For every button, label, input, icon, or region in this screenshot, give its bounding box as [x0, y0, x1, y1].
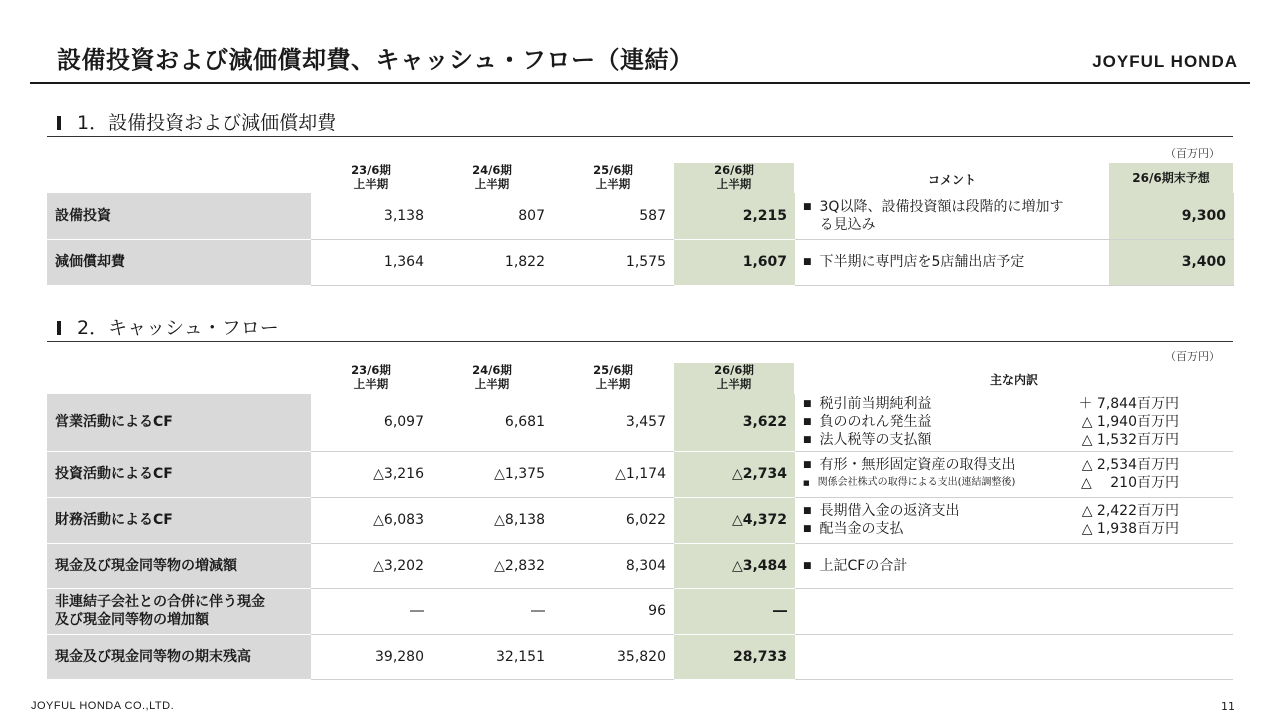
breakdown-text: 関係会社株式の取得による支出(連結調整後) — [817, 477, 1016, 488]
breakdown-value: △ 210百万円 — [1081, 475, 1179, 491]
row-value: ― — [432, 588, 553, 634]
square-bullet-icon: ■ — [803, 560, 812, 571]
breakdown-item — [803, 474, 1233, 492]
s2-breakdown-header: 主な内訳 — [989, 373, 1038, 387]
cashflow-row — [47, 451, 1233, 497]
breakdown-item — [803, 520, 1233, 538]
s2-header-1: 24/6期 上半期 — [472, 363, 512, 391]
s1-header-1: 24/6期 上半期 — [472, 163, 512, 191]
row-value: 35,820 — [553, 634, 674, 679]
section2-title-text: 2．キャッシュ・フロー — [77, 317, 279, 339]
row-label: 現金及び現金同等物の期末残高 — [47, 634, 311, 679]
breakdown-item — [803, 395, 1233, 413]
breakdown-value: △ 1,940百万円 — [1081, 414, 1179, 431]
row-value: 3,138 — [311, 193, 432, 239]
row-value: △2,832 — [432, 543, 553, 588]
square-bullet-icon: ■ — [803, 399, 812, 410]
row-value: △1,375 — [432, 451, 553, 497]
row-value: 1,822 — [432, 239, 553, 285]
cashflow-row — [47, 543, 1233, 588]
row-value: 1,575 — [553, 239, 674, 285]
row-comment — [795, 193, 1109, 239]
s2-header-0: 23/6期 上半期 — [351, 363, 391, 391]
row-value: △1,174 — [553, 451, 674, 497]
row-value: 587 — [553, 193, 674, 239]
breakdown-item — [803, 502, 1233, 520]
row-breakdown — [795, 634, 1233, 679]
row-value: 3,457 — [553, 394, 674, 451]
breakdown-text: 上記CFの合計 — [819, 557, 908, 574]
capex-row — [47, 239, 1234, 285]
cashflow-table — [47, 394, 1233, 680]
s1-header-3: 26/6期 上半期 — [674, 163, 794, 194]
comment-text: 下半期に専門店を5店舗出店予定 — [819, 254, 1025, 270]
breakdown-text: 税引前当期純利益 — [819, 396, 932, 413]
title-divider — [30, 82, 1250, 84]
s1-header-2: 25/6期 上半期 — [593, 163, 633, 191]
square-bullet-icon: ■ — [803, 435, 812, 446]
breakdown-text: 配当金の支払 — [819, 521, 904, 537]
row-label: 財務活動によるCF — [47, 497, 311, 543]
comment-text: 3Q以降、設備投資額は段階的に増加す る見込み — [819, 198, 1064, 233]
cashflow-row — [47, 634, 1233, 679]
row-value: △3,216 — [311, 451, 432, 497]
square-bullet-icon: ■ — [803, 506, 812, 516]
row-value: 28,733 — [674, 634, 795, 679]
square-bullet-icon: ■ — [803, 460, 812, 470]
square-bullet-icon: ■ — [803, 417, 812, 428]
section-marker-icon — [57, 116, 61, 130]
row-breakdown — [795, 588, 1233, 634]
breakdown-text: 長期借入金の返済支出 — [819, 503, 960, 519]
row-breakdown — [795, 543, 1233, 588]
row-label: 営業活動によるCF — [47, 394, 311, 451]
row-label: 非連結子会社との合併に伴う現金 及び現金同等物の増加額 — [47, 588, 311, 634]
row-forecast: 9,300 — [1109, 193, 1234, 239]
row-value: 39,280 — [311, 634, 432, 679]
brand-logo: JOYFUL HONDA — [1092, 52, 1238, 71]
section1-title-text: 1．設備投資および減価償却費 — [77, 112, 337, 134]
breakdown-text: 法人税等の支払額 — [819, 432, 932, 449]
section2-divider — [47, 341, 1233, 342]
breakdown-value: △ 2,422百万円 — [1081, 503, 1179, 519]
row-breakdown — [795, 394, 1233, 451]
row-comment — [795, 239, 1109, 285]
footer-company: JOYFUL HONDA CO.,LTD. — [31, 700, 175, 712]
row-breakdown — [795, 451, 1233, 497]
section1-title — [57, 108, 336, 135]
cashflow-row — [47, 588, 1233, 634]
row-value: 1,364 — [311, 239, 432, 285]
s2-header-2: 25/6期 上半期 — [593, 363, 633, 391]
square-bullet-icon: ■ — [803, 524, 812, 534]
row-value: 1,607 — [674, 239, 795, 285]
row-forecast: 3,400 — [1109, 239, 1234, 285]
breakdown-item — [803, 456, 1233, 474]
cashflow-row — [47, 497, 1233, 543]
section-marker-icon — [57, 321, 61, 335]
row-value: △4,372 — [674, 497, 795, 543]
row-value: △8,138 — [432, 497, 553, 543]
row-value: △3,202 — [311, 543, 432, 588]
row-value: ― — [674, 588, 795, 634]
row-value: 8,304 — [553, 543, 674, 588]
s1-forecast-header: 26/6期末予想 — [1109, 163, 1233, 194]
breakdown-item — [803, 431, 1233, 449]
s1-header-0: 23/6期 上半期 — [351, 163, 391, 191]
breakdown-value: △ 1,938百万円 — [1081, 521, 1179, 537]
capex-table — [47, 193, 1234, 286]
section1-divider — [47, 136, 1233, 137]
comment-item — [803, 198, 1109, 234]
breakdown-text: 負ののれん発生益 — [819, 414, 932, 431]
row-label: 投資活動によるCF — [47, 451, 311, 497]
row-value: 6,681 — [432, 394, 553, 451]
s2-header-3: 26/6期 上半期 — [674, 363, 794, 394]
cashflow-row — [47, 394, 1233, 451]
row-value: 6,097 — [311, 394, 432, 451]
comment-item — [803, 253, 1109, 271]
capex-row — [47, 193, 1234, 239]
section2-unit: （百万円） — [1165, 350, 1220, 363]
row-value: 3,622 — [674, 394, 795, 451]
breakdown-item — [803, 413, 1233, 431]
square-bullet-icon: ■ — [803, 201, 812, 212]
row-value: △6,083 — [311, 497, 432, 543]
row-label: 設備投資 — [47, 193, 311, 239]
row-value: 807 — [432, 193, 553, 239]
breakdown-item — [803, 557, 1233, 575]
row-value: ― — [311, 588, 432, 634]
row-value: 6,022 — [553, 497, 674, 543]
row-label: 現金及び現金同等物の増減額 — [47, 543, 311, 588]
section2-title — [57, 313, 279, 340]
row-value: 32,151 — [432, 634, 553, 679]
page-title: 設備投資および減価償却費、キャッシュ・フロー（連結） — [57, 46, 694, 74]
square-bullet-icon: ■ — [803, 479, 810, 487]
section1-unit: （百万円） — [1165, 147, 1220, 160]
row-value: △2,734 — [674, 451, 795, 497]
page-number: 11 — [1221, 700, 1235, 713]
row-value: 96 — [553, 588, 674, 634]
row-value: 2,215 — [674, 193, 795, 239]
row-label: 減価償却費 — [47, 239, 311, 285]
breakdown-value: △ 2,534百万円 — [1081, 457, 1179, 473]
s1-comment-header: コメント — [927, 173, 976, 187]
square-bullet-icon: ■ — [803, 257, 812, 267]
breakdown-value: △ 1,532百万円 — [1081, 432, 1179, 449]
row-breakdown — [795, 497, 1233, 543]
row-value: △3,484 — [674, 543, 795, 588]
breakdown-text: 有形・無形固定資産の取得支出 — [819, 457, 1016, 473]
breakdown-value: ＋ 7,844百万円 — [1078, 396, 1179, 413]
